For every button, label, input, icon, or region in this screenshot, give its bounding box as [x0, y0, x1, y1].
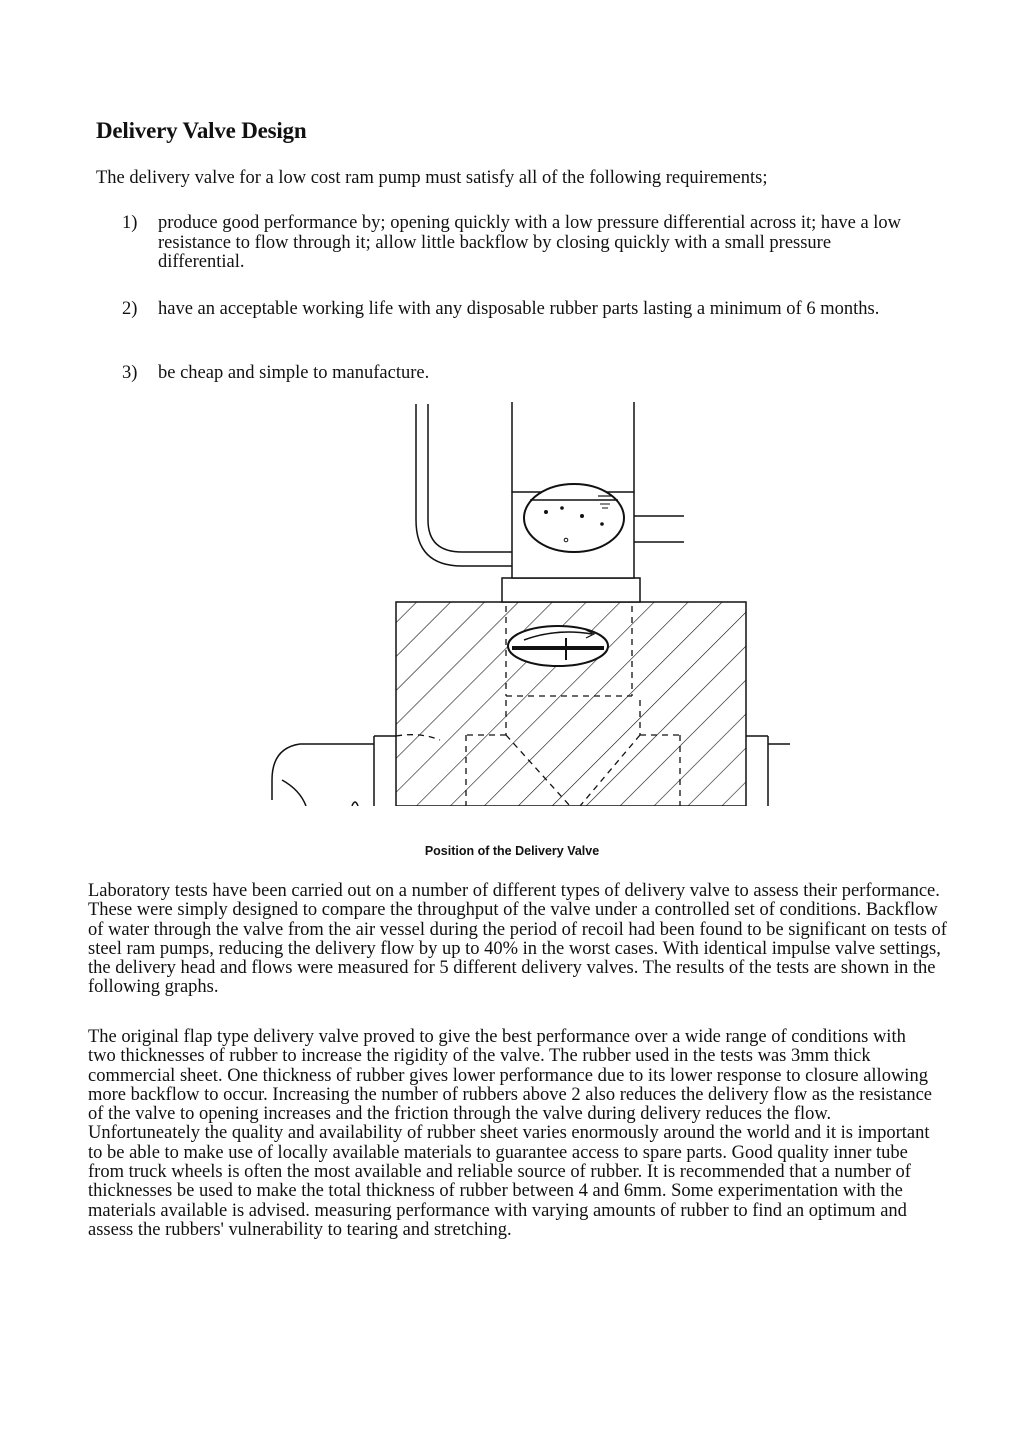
body-paragraph: Laboratory tests have been carried out on a number of different types of delivery valve to assess their performance. These were simply designed to compare the throughput of the valve under a controlled set of conditions. Backflow of water through the valve from the air vessel during the period of recoil had been found to be significant on tests of steel ram pumps, reducing the delivery flow by up to 40% in the worst cases. With identical impulse valve settings, the delivery head and flows were measured for 5 different delivery valves. The results of the tests are shown in the following graphs. — [88, 881, 947, 998]
sight-glass-window — [524, 484, 624, 552]
body-paragraph: The original flap type delivery valve proved to give the best performance over a wide range of conditions with two thicknesses of rubber to increase the rigidity of the valve. The rubber used in the tests was 3mm thick commercial sheet. One thickness of rubber gives lower performance due to its lower response to closure allowing more backflow to occur. Increasing the number of rubbers above 2 also reduces the delivery flow as the resistance of the valve to opening increases and the friction through the valve during delivery reduces the flow. Unfortuneately the quality and availability of rubber sheet varies enormously around the world and it is important to be able to make use of locally available materials to guarantee access to spare parts. Good quality inner tube from truck wheels is often the most available and reliable source of rubber. It is recommended that a number of thicknesses be used to make the total thickness of rubber between 4 and 6mm. Some experimentation with the materials available is advised. measuring performance with varying amounts of rubber to find an optimum and assess the rubbers' vulnerability to tearing and stretching. — [88, 1027, 933, 1240]
requirement-number: 3) — [122, 363, 138, 383]
delivery-outlet-pipe — [634, 516, 684, 542]
delivery-valve-flap — [508, 626, 608, 666]
requirement-item — [122, 300, 912, 320]
requirement-text: be cheap and simple to manufacture. — [158, 363, 430, 383]
requirement-number: 2) — [122, 299, 138, 319]
requirement-text: produce good performance by; opening quickly with a low pressure differential across it; have a low resistance to flow through it; allow little backflow by closing quickly with a small pressure differential. — [158, 213, 902, 272]
bent-inlet-pipe — [416, 404, 512, 566]
page-title: Delivery Valve Design — [96, 118, 307, 143]
figure-caption: Position of the Delivery Valve — [424, 844, 600, 858]
intro-paragraph: The delivery valve for a low cost ram pump must satisfy all of the following requirements; — [96, 168, 768, 188]
requirement-number: 1) — [122, 213, 138, 233]
requirement-item — [122, 214, 922, 273]
air-vessel-pipe — [512, 402, 634, 492]
requirement-item — [122, 364, 922, 384]
delivery-valve-diagram — [270, 400, 790, 806]
requirement-text: have an acceptable working life with any disposable rubber parts lasting a minimum of 6 months. — [158, 299, 880, 319]
